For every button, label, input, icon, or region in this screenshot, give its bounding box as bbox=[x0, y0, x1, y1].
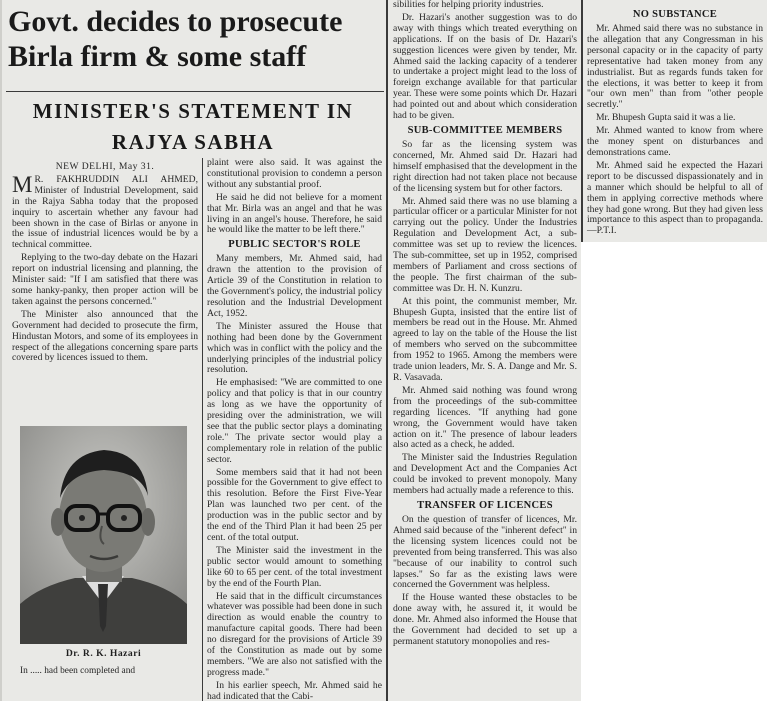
subheadline-line-1: MINISTER'S STATEMENT IN bbox=[32, 99, 354, 123]
paragraph: On the question of transfer of licences, Mr. Ahmed said because of the "inherent defect" in the licensing system licences could not be prevented from being transferred. This was also "because of our inability to control such lapses." So far as the existing laws were concerned the Government was helpless. bbox=[393, 513, 577, 591]
paragraph: Mr. Ahmed said he expected the Hazari report to be discussed dispassionately and in a manner which should be helpful to all of them in applying corrective methods where they had gone wrong. But they had given less importance to this aspect than to propaganda.—P.T.I. bbox=[587, 159, 763, 237]
article-column-2 bbox=[207, 158, 382, 705]
drop-cap: M bbox=[12, 171, 33, 197]
paragraph: He said that in the difficult circumstances whatever was possible had been done in such direction as would enable the country to manufacture capital goods. There had been no disregard for the provisions of Article 39 of the Constitution as made out by some members. "We are also not satisfied with the progress made." bbox=[207, 590, 382, 678]
paragraph: Some members said that it had not been possible for the Government to give effect to this resolution. Before the First Five-Year Plan was launched two per cent. of the production was in the public sector and by the end of the Third Plan it had been 25 per cent. of the total output. bbox=[207, 466, 382, 543]
paragraph: So far as the licensing system was concerned, Mr. Ahmed said Dr. Hazari had himself emphasised that the development in the right direction had not taken place not because of the licensing system but for other factors. bbox=[393, 138, 577, 194]
paragraph: sibilities for helping priority industries. bbox=[393, 0, 544, 10]
portrait-illustration bbox=[20, 426, 187, 644]
paragraph: If the House wanted these obstacles to be done away with, he assured it, it would be done. Mr. Ahmed also informed the House that the Government had decided to set up a permanent statutory monopolies and res- bbox=[393, 592, 577, 647]
headline-line-2: Birla firm & some staff bbox=[8, 40, 307, 73]
headline bbox=[8, 4, 378, 74]
paragraph: In his earlier speech, Mr. Ahmed said he had indicated that the Cabi- bbox=[207, 679, 382, 702]
paragraph: The Minister also announced that the Government had decided to prosecute the firm, Hindustan Motors, and some of its employees in respect of the allegations concerning spare parts covered by licences issued to them. bbox=[12, 308, 198, 364]
fold-line bbox=[0, 0, 2, 701]
truncated-paragraph: In ..... had been completed and bbox=[20, 666, 136, 676]
headline-rule bbox=[6, 91, 384, 92]
photo-caption: Dr. R. K. Hazari bbox=[65, 648, 142, 659]
section-heading: NO SUBSTANCE bbox=[632, 9, 718, 20]
section-heading: TRANSFER OF LICENCES bbox=[417, 499, 553, 511]
paragraph: Dr. Hazari's another suggestion was to do away with things which treated everything on applications. If on the basis of Dr. Hazari's suggestion licences were given by tender, Mr. Ahmed said the lacking capacity of a tenderer to undertake a project might lead to the loss of foreign exchange available for that particular year. These were some points which Dr. Hazari had pointed out and about which consideration had to be given. bbox=[393, 11, 577, 122]
column-rule bbox=[581, 0, 583, 242]
lead-paragraph bbox=[12, 171, 198, 251]
column-rule bbox=[386, 0, 388, 701]
paragraph: The Minister said the investment in the public sector would amount to something like 60 to 65 per cent. of the total investment by the end of the Fourth Plan. bbox=[207, 544, 382, 589]
section-heading: PUBLIC SECTOR'S ROLE bbox=[228, 239, 361, 251]
paragraph: Many members, Mr. Ahmed said, had drawn the attention to the provision of Article 39 of the Constitution in relation to the Government's policy, the industrial policy resolution and the Industrial Development Act, 1952. bbox=[207, 253, 382, 319]
portrait-photo bbox=[20, 426, 187, 644]
paragraph: Mr. Ahmed said nothing was found wrong from the proceedings of the sub-committee regarding licences. "If anything had gone wrong, the Government would have taken action on it." The presence of labour leaders also acted as a check, he added. bbox=[393, 384, 577, 451]
lead-text: R. FAKHRUDDIN ALI AHMED, Minister of Industrial Development, said in the Rajya Sabha today that the proposed inquiry to ascertain whether any favour had been shown in the case of Birlas or anyone in the issue of industrial licences would be by a technical committee. bbox=[12, 173, 198, 251]
article-column-1 bbox=[12, 162, 198, 366]
paragraph: The Minister assured the House that nothing had been done by the Government which was in conflict with the policy and the underlying principles of the industrial policy resolution. bbox=[207, 320, 382, 376]
paragraph: Replying to the two-day debate on the Hazari report on industrial licensing and planning, the Minister said: "If I am satisfied that there was some hanky-panky, then proper action will be taken against the persons concerned." bbox=[12, 252, 198, 307]
subheadline-line-2: RAJYA SABHA bbox=[111, 130, 275, 154]
paragraph: Mr. Ahmed said there was no use blaming a particular officer or a particular Minister for not carrying out the policy. Under the Industries Regulation and Development Act, a sub-committee was set up to review the licences. The sub-committee, set up in 1952, comprised members of Parliament and cross sections of the people. The first chairman of the sub-committee was Dr. H. N. Kunzru. bbox=[393, 195, 577, 294]
article-column-3 bbox=[393, 0, 577, 650]
paragraph: Mr. Ahmed said there was no substance in the allegation that any Congressman in his personal capacity or in the capacity of party representative had taken money from any industrialist. But as regards funds taken for the elections, it was better to keep it from "our own men" than from "other people secretly." bbox=[587, 23, 763, 111]
paragraph: Mr. Bhupesh Gupta said it was a lie. bbox=[596, 112, 736, 124]
subheadline bbox=[8, 96, 378, 158]
column-rule bbox=[202, 158, 203, 701]
paragraph: plaint were also said. It was against the constitutional provision to condemn a person without any substantial proof. bbox=[207, 157, 382, 190]
paragraph: At this point, the communist member, Mr. Bhupesh Gupta, insisted that the entire list of members be read out in the House. Mr. Ahmed agreed to lay on the table of the House the list of members who served on the subcommittee from 1952 to 1965. Among the members were trade union leaders, Mr. S. A. Dange and Mr. S. R. Vasavada. bbox=[393, 295, 577, 383]
paragraph: The Minister said the Industries Regulation and Development Act and the Companies Act could be invoked to prevent monopoly. Many members had actually made a reference to this. bbox=[393, 452, 577, 497]
dateline: NEW DELHI, May 31. bbox=[55, 161, 155, 172]
article-column-4 bbox=[587, 6, 763, 239]
headline-line-1: Govt. decides to prosecute bbox=[8, 5, 343, 38]
paragraph: He said he did not believe for a moment that Mr. Birla was an angel and that he was living in an angel's house. Therefore, he said he would like the matter to be left there." bbox=[207, 191, 382, 236]
paragraph: Mr. Ahmed wanted to know from where the money spent on disturbances and demonstrations came. bbox=[587, 125, 763, 158]
paragraph: He emphasised: "We are committed to one policy and that policy is that in our country as long as we have the opportunity of presiding over the administration, we will see that the public sector plays a dominating role." The private sector would play a complementary role in relation of the public sector. bbox=[207, 377, 382, 465]
section-heading: SUB-COMMITTEE MEMBERS bbox=[407, 124, 563, 136]
